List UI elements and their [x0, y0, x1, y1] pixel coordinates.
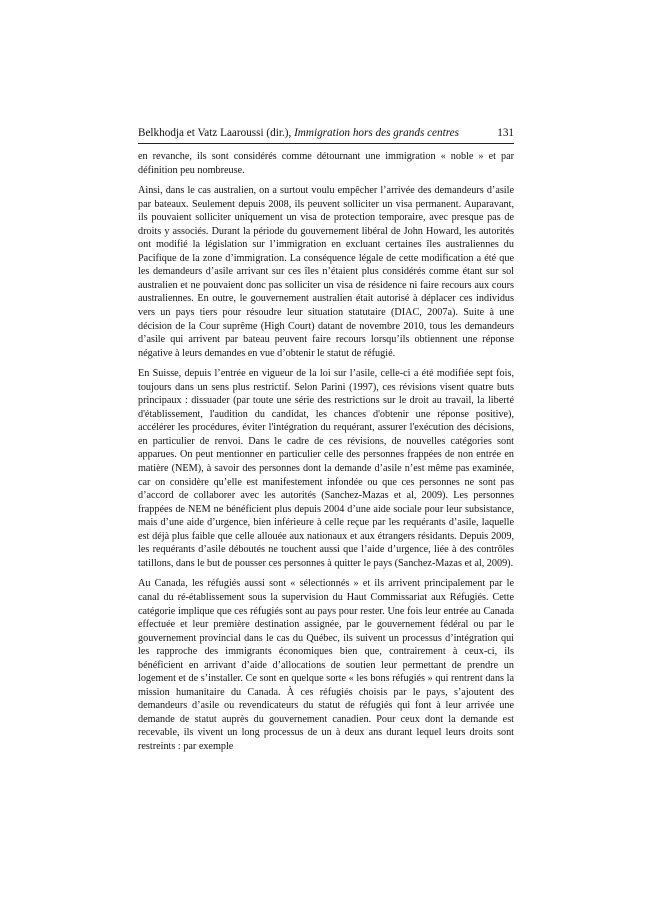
paragraph-australia: Ainsi, dans le cas australien, on a surtout voulu empêcher l’arrivée des demandeurs d’asile par bateaux. Seulement depuis 2008, ils peuvent solliciter un visa permanent. Auparavant, ils pouvaient solliciter uniquement un visa de protection temporaire, avec presque pas de droits y associés. Durant la période du gouvernement libéral de John Howard, les autorités ont modifié la législation sur l’immigration en excluant certaines îles australiennes du Pacifique de la zone d’immigration. La conséquence légale de cette modification a été que les demandeurs d’asile arrivant sur ces îles n’étaient plus considérés comme étant sur sol australien et ne pouvaient donc pas solliciter un visa de résidence ni faire recours aux cours australiennes. En outre, le gouvernement australien était autorisé à déplacer ces individus vers un pays tiers pour résoudre leur situation statutaire (DIAC, 2007a). Suite à une décision de la Cour suprême (High Court) datant de novembre 2010, tous les demandeurs d’asile qui arrivent par bateau peuvent faire recours lorsqu’ils obtiennent une réponse négative à leurs demandes en vue d’obtenir le statut de réfugié. [138, 185, 514, 359]
header-book-title: Immigration hors des grands centres [294, 127, 459, 139]
header-citation [138, 127, 459, 140]
paragraph-switzerland: En Suisse, depuis l’entrée en vigueur de la loi sur l’asile, celle-ci a été modifiée sept fois, toujours dans un sens plus restrictif. Selon Parini (1997), ces révisions visent quatre buts principaux : dissuader (par toute une série des restrictions sur le droit au travail, la liberté d'établissement, l'audition du candidat, les chances d'obtenir une réponse positive), accélérer les procédures, éviter l'intégration du requérant, assurer l'exécution des décisions, en particulier de renvoi. Dans le cadre de ces révisions, de nouvelles catégories sont apparues. On peut mentionner en particulier celle des personnes frappées de non entrée en matière (NEM), à savoir des personnes dont la demande d’asile n’est même pas examinée, car on considère qu’elle est manifestement infondée ou que ces personnes ne sont pas d’accord de collaborer avec les autorités (Sanchez-Mazas et al, 2009). Les personnes frappées de NEM ne bénéficient plus depuis 2004 d’une aide sociale pour leur subsistance, mais d’une aide d’urgence, bien inférieure à celle reçue par les requérants d’asile, laquelle est déjà plus faible que celle allouée aux nationaux et aux étrangers résidants. Depuis 2009, les requérants d’asile déboutés ne touchent aussi que l’aide d’urgence, liée à des contrôles tatillons, dans le but de pousser ces personnes à quitter le pays (Sanchez-Mazas et al, 2009). [138, 368, 514, 569]
book-page [138, 127, 514, 761]
page-number: 131 [497, 127, 514, 139]
body-text [138, 150, 514, 754]
running-header [138, 127, 514, 144]
paragraph-continuation: en revanche, ils sont considérés comme détournant une immigration « noble » et par définition peu nombreuse. [138, 151, 514, 176]
paragraph-canada: Au Canada, les réfugiés aussi sont « sélectionnés » et ils arrivent principalement par le canal du ré-établissement sous la supervision du Haut Commissariat aux Réfugiés. Cette catégorie implique que ces réfugiés sont au pays pour rester. Une fois leur entrée au Canada effectuée et leur première destination assignée, par le gouvernement fédéral ou par le gouvernement provincial dans le cas du Québec, ils suivent un processus d’intégration qui les rapproche des immigrants économiques bien que, contrairement à ceux-ci, ils bénéficient en arrivant d’aide d’allocations de soutien leur permettant de prendre un logement et de s’installer. Ce sont en quelque sorte « les bons réfugiés » qui rentrent dans la mission humanitaire du Canada. À ces réfugiés choisis par le pays, s’ajoutent des demandeurs d’asile ou revendicateurs du statut de réfugiés qui font à leur arrivée une demande de statut auprès du gouvernement canadien. Pour ceux dont la demande est recevable, ils vivent un long processus de un à deux ans durant lequel leurs droits sont restreints : par exemple [138, 578, 514, 752]
header-authors: Belkhodja et Vatz Laaroussi (dir.), [138, 127, 295, 139]
